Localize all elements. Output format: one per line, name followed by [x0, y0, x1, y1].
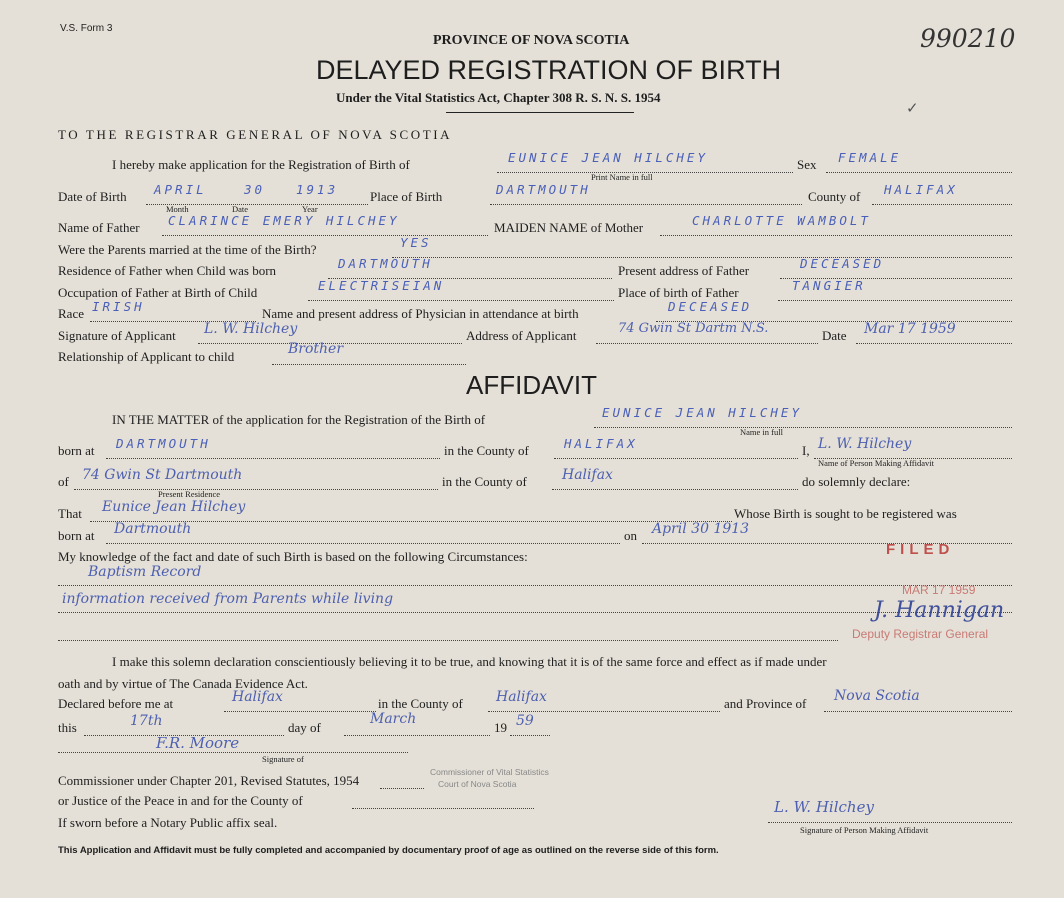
filed-date: MAR 17 1959: [902, 583, 976, 597]
circumstance-2: information received from Parents while living: [62, 591, 394, 607]
day-of-label: day of: [288, 720, 321, 735]
declared-at: Halifax: [232, 689, 283, 705]
application-date: Mar 17 1959: [864, 321, 956, 337]
present-address-label: Present address of Father: [618, 263, 750, 278]
county-line: [872, 204, 1012, 205]
of-label: of: [58, 474, 69, 489]
born-at2-line: [106, 543, 620, 544]
applicant-signature-label: Signature of Applicant: [58, 328, 176, 343]
county-value: HALIFAX: [884, 182, 958, 197]
on-line: [642, 543, 1012, 544]
commissioner-signature-line: [58, 752, 408, 753]
year-prefix: 19: [494, 720, 507, 735]
date-note: Date: [232, 204, 249, 214]
notary-line: If sworn before a Notary Public affix seal.: [58, 815, 278, 830]
matter-line: [594, 427, 1012, 428]
registrar-signature: J. Hannigan: [874, 598, 1005, 623]
dob-month: APRIL: [154, 182, 207, 197]
dob-year: 1913: [296, 182, 339, 197]
declared-county-label: in the County of: [378, 696, 463, 711]
affidavit-county-label: in the County of: [444, 443, 529, 458]
father-line: [162, 235, 488, 236]
affidavit-county-value: HALIFAX: [564, 436, 638, 451]
relationship-label: Relationship of Applicant to child: [58, 349, 235, 364]
knowledge-label: My knowledge of the fact and date of such Birth is based on the following Circumstances:: [58, 549, 528, 564]
matter-name: EUNICE JEAN HILCHEY: [602, 405, 802, 420]
commissioner-signature: F.R. Moore: [156, 734, 240, 752]
father-value: CLARINCE EMERY HILCHEY: [168, 213, 400, 228]
affiant-signature-line: [768, 822, 1012, 823]
i-label: I,: [802, 443, 810, 458]
affidavit-county-line: [554, 458, 798, 459]
month-note: Month: [166, 204, 189, 214]
born-at-label: born at: [58, 443, 95, 458]
commissioner-year-line: [380, 788, 424, 789]
circumstance-line-1: [58, 585, 1012, 586]
justice-county-line: [352, 808, 534, 809]
affiant-note: Name of Person Making Affidavit: [818, 458, 934, 468]
justice-line: or Justice of the Peace in and for the County of: [58, 793, 303, 808]
to-registrar-line: TO THE REGISTRAR GENERAL OF NOVA SCOTIA: [58, 127, 453, 142]
declared-label: Declared before me at: [58, 696, 174, 711]
born-at2-label: born at: [58, 528, 95, 543]
race-value: IRISH: [92, 299, 145, 314]
physician-value: DECEASED: [668, 299, 753, 314]
title-rule: [446, 112, 634, 113]
declared-county: Halifax: [496, 689, 547, 705]
check-mark: ✓: [906, 101, 919, 117]
occupation-label: Occupation of Father at Birth of Child: [58, 285, 258, 300]
intro-label: I hereby make application for the Registration of Birth of: [112, 157, 410, 172]
that-name: Eunice Jean Hilchey: [102, 499, 246, 515]
married-label: Were the Parents married at the time of the Birth?: [58, 242, 317, 257]
relationship-line: [272, 364, 466, 365]
solemn-line-1: I make this solemn declaration conscientiously believing it to be true, and knowing that it is of the same force and effect as if made under: [112, 654, 827, 669]
affidavit-county2-label: in the County of: [442, 474, 527, 489]
born-at-value: DARTMOUTH: [116, 436, 211, 451]
filed-stamp: FILED: [886, 541, 955, 558]
that-label: That: [58, 506, 82, 521]
signature-of-note: Signature of: [262, 754, 304, 764]
affidavit-county2-value: Halifax: [562, 467, 613, 483]
circumstance-1: Baptism Record: [88, 564, 202, 580]
on-label: on: [624, 528, 637, 543]
registration-number: 990210: [920, 24, 1016, 53]
on-date: April 30 1913: [652, 521, 750, 537]
dob-day: 30: [244, 182, 266, 197]
year-note: Year: [302, 204, 318, 214]
sex-label: Sex: [797, 157, 817, 172]
footer-note: This Application and Affidavit must be fully completed and accompanied by documentary proof of age as outlined on the reverse side of this form.: [58, 845, 719, 856]
affiant-residence-line: [74, 489, 438, 490]
affiant-name: L. W. Hilchey: [818, 436, 912, 452]
occupation-value: ELECTRISEIAN: [318, 278, 445, 293]
born-at-line: [106, 458, 440, 459]
born-at2-value: Dartmouth: [114, 521, 192, 537]
place-value: DARTMOUTH: [496, 182, 591, 197]
race-label: Race: [58, 306, 84, 321]
act-subtitle: Under the Vital Statistics Act, Chapter 308 R. S. N. S. 1954: [336, 90, 661, 105]
day-value: 17th: [130, 713, 163, 729]
father-birthplace-value: TANGIER: [792, 278, 866, 293]
applicant-signature: L. W. Hilchey: [204, 321, 298, 337]
present-address-value: DECEASED: [800, 256, 885, 271]
province-heading: PROVINCE OF NOVA SCOTIA: [433, 33, 630, 48]
affiant-residence: 74 Gwin St Dartmouth: [82, 467, 243, 483]
application-date-line: [856, 343, 1012, 344]
child-name-value: EUNICE JEAN HILCHEY: [508, 150, 708, 165]
month-line: [344, 735, 490, 736]
stamp-line-1: Commissioner of Vital Statistics: [430, 767, 549, 777]
applicant-address: 74 Gwin St Dartm N.S.: [618, 321, 769, 336]
whose-label: Whose Birth is sought to be registered was: [734, 506, 957, 521]
residence-label: Residence of Father when Child was born: [58, 263, 277, 278]
physician-label: Name and present address of Physician in attendance at birth: [262, 306, 579, 321]
declared-county-line: [488, 711, 720, 712]
circumstance-line-3: [58, 640, 838, 641]
this-label: this: [58, 720, 77, 735]
place-label: Place of Birth: [370, 189, 443, 204]
father-birthplace-label: Place of birth of Father: [618, 285, 739, 300]
father-birthplace-line: [778, 300, 1012, 301]
month-value: March: [370, 711, 417, 727]
sex-line: [826, 172, 1012, 173]
province-label: and Province of: [724, 696, 807, 711]
circumstance-line-2: [58, 612, 1012, 613]
application-date-label: Date: [822, 328, 847, 343]
declared-at-line: [224, 711, 376, 712]
relationship-value: Brother: [288, 341, 344, 357]
commissioner-line: Commissioner under Chapter 201, Revised Statutes, 1954: [58, 773, 360, 788]
dob-label: Date of Birth: [58, 189, 127, 204]
occupation-line: [308, 300, 614, 301]
filed-registrar: Deputy Registrar General: [852, 627, 989, 641]
year-line: [510, 735, 550, 736]
applicant-address-line: [596, 343, 818, 344]
page-title: DELAYED REGISTRATION OF BIRTH: [316, 55, 782, 85]
affiant-signature-label: Signature of Person Making Affidavit: [800, 825, 929, 835]
mother-line: [660, 235, 1012, 236]
married-line: [392, 257, 1012, 258]
residence-value: DARTMOUTH: [338, 256, 433, 271]
sex-value: FEMALE: [838, 150, 902, 165]
stamp-line-2: Court of Nova Scotia: [438, 779, 517, 789]
form-id: V.S. Form 3: [60, 23, 113, 34]
affiant-signature: L. W. Hilchey: [774, 798, 874, 816]
province-value: Nova Scotia: [834, 688, 920, 704]
name-full-note: Name in full: [740, 427, 783, 437]
matter-label: IN THE MATTER of the application for the Registration of the Birth of: [112, 412, 486, 427]
father-label: Name of Father: [58, 220, 140, 235]
print-name-note: Print Name in full: [591, 172, 653, 182]
solemn-line-2: oath and by virtue of The Canada Evidence Act.: [58, 676, 308, 691]
place-line: [490, 204, 802, 205]
year-value: 59: [516, 713, 534, 729]
mother-value: CHARLOTTE WAMBOLT: [692, 213, 871, 228]
affidavit-heading: AFFIDAVIT: [466, 370, 597, 400]
province-line: [824, 711, 1012, 712]
county-label: County of: [808, 189, 861, 204]
declare-label: do solemnly declare:: [802, 474, 911, 489]
applicant-address-label: Address of Applicant: [466, 328, 577, 343]
residence-note: Present Residence: [158, 489, 221, 499]
mother-label: MAIDEN NAME of Mother: [494, 220, 644, 235]
affidavit-county2-line: [552, 489, 798, 490]
married-value: YES: [400, 235, 432, 250]
